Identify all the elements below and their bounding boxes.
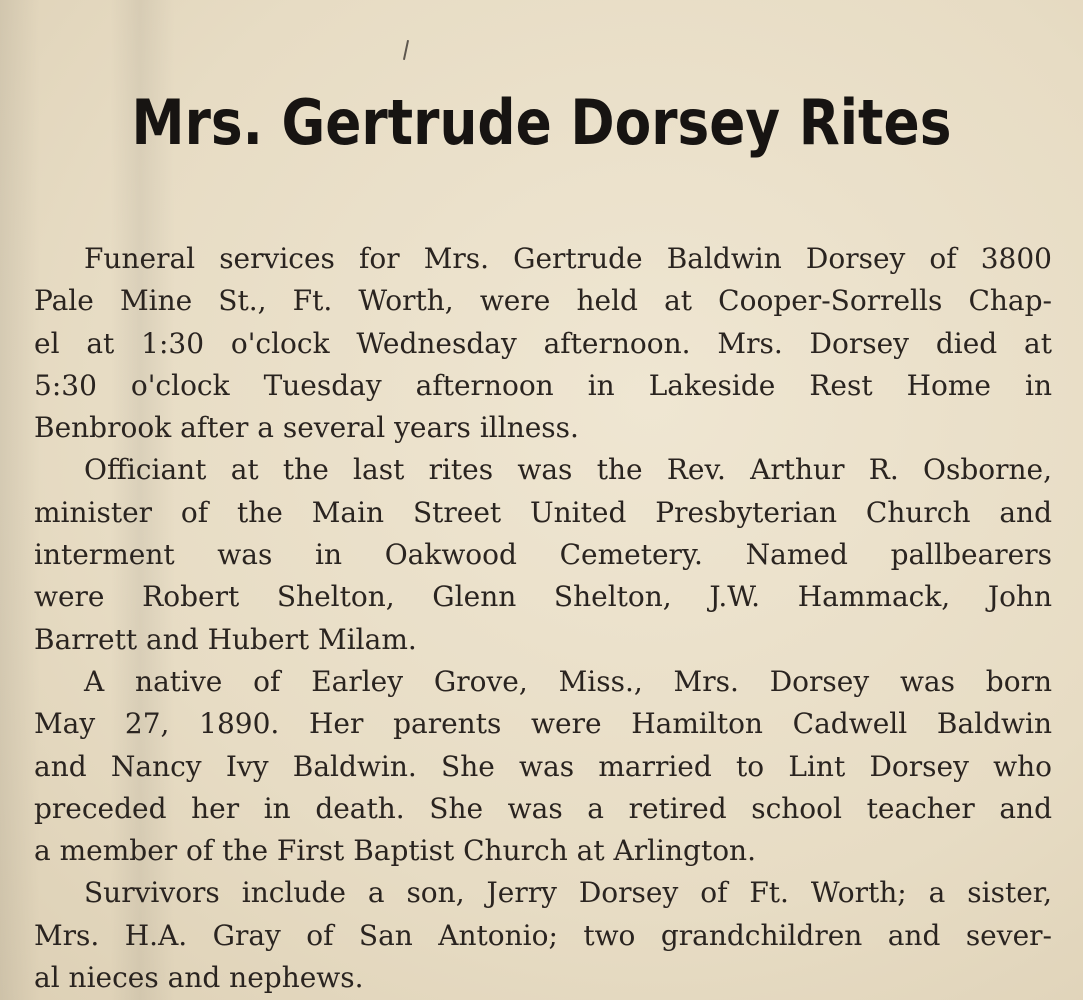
- article-body: [34, 238, 1052, 999]
- article-line: Barrett and Hubert Milam.: [34, 622, 417, 656]
- article-line: 5:30 o'clock Tuesday afternoon in Lakeside Rest Home in: [34, 368, 1052, 402]
- article-line: Benbrook after a several years illness.: [34, 411, 579, 445]
- article-line: and Nancy Ivy Baldwin. She was married to Lint Dorsey who: [34, 749, 1052, 783]
- article-line: Pale Mine St., Ft. Worth, were held at Cooper-Sorrells Chap-: [34, 284, 1052, 318]
- article-line: preceded her in death. She was a retired school teacher and: [34, 791, 1052, 825]
- article-line: Survivors include a son, Jerry Dorsey of Ft. Worth; a sister,: [84, 876, 1052, 910]
- article-line: Funeral services for Mrs. Gertrude Baldwin Dorsey of 3800: [84, 242, 1052, 275]
- article-line: al nieces and nephews.: [34, 961, 364, 995]
- article-line: A native of Earley Grove, Miss., Mrs. Dorsey was born: [84, 664, 1052, 698]
- article-line: Mrs. H.A. Gray of San Antonio; two grandchildren and sever-: [34, 918, 1052, 952]
- pen-mark: [403, 40, 409, 60]
- article-line: May 27, 1890. Her parents were Hamilton Cadwell Baldwin: [34, 707, 1052, 741]
- headline: Mrs. Gertrude Dorsey Rites: [131, 86, 952, 159]
- article-line: Officiant at the last rites was the Rev. Arthur R. Osborne,: [84, 453, 1052, 487]
- article-line: el at 1:30 o'clock Wednesday afternoon. Mrs. Dorsey died at: [34, 326, 1052, 360]
- article-line: interment was in Oakwood Cemetery. Named pallbearers: [34, 538, 1052, 572]
- article-line: were Robert Shelton, Glenn Shelton, J.W. Hammack, John: [34, 580, 1052, 614]
- article-line: minister of the Main Street United Presbyterian Church and: [34, 495, 1052, 529]
- article-line: a member of the First Baptist Church at Arlington.: [34, 834, 756, 868]
